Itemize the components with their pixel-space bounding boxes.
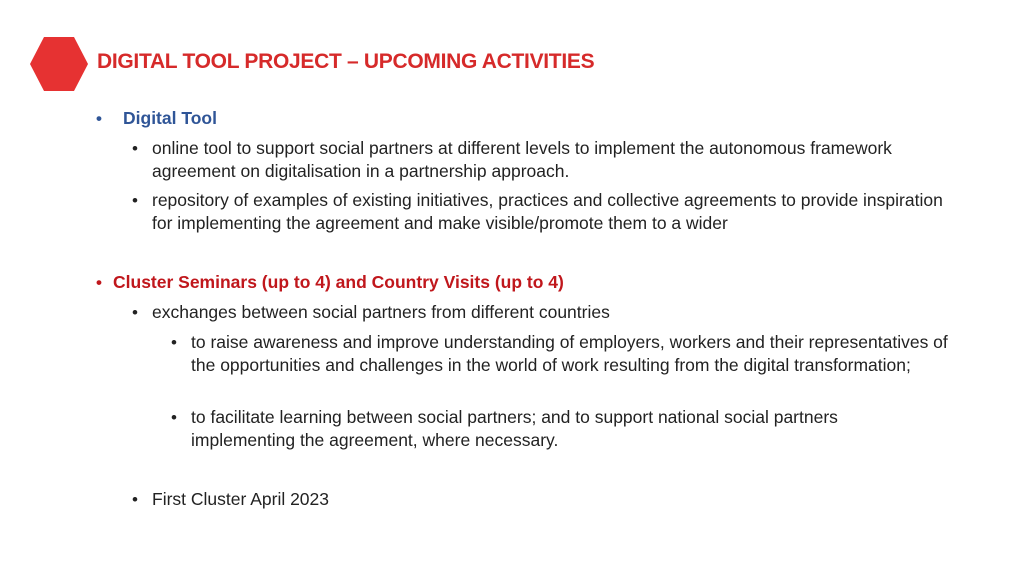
section-heading-cluster-seminars: Cluster Seminars (up to 4) and Country Visits (up to 4): [113, 272, 564, 292]
list-item-first-cluster: First Cluster April 2023: [152, 489, 330, 509]
list-bullet: •: [132, 303, 138, 322]
sublist-bullet: •: [171, 333, 177, 352]
list-bullet: •: [132, 490, 138, 509]
list-bullet: •: [132, 191, 138, 210]
sublist-item: to facilitate learning between social partners; and to support national social partners implementing the agreement, where necessary.: [191, 407, 838, 450]
list-bullet: •: [132, 139, 138, 158]
section-bullet: •: [96, 109, 102, 128]
list-item: repository of examples of existing initiatives, practices and collective agreements to provide inspiration for implementing the agreement and make visible/promote them to a wider: [152, 190, 943, 233]
list-item: exchanges between social partners from different countries: [152, 302, 610, 322]
list-item: online tool to support social partners at different levels to implement the autonomous framework agreement on digitalisation in a partnership approach.: [152, 138, 892, 181]
section-bullet: •: [96, 273, 102, 292]
page-title: DIGITAL TOOL PROJECT – UPCOMING ACTIVITIES: [97, 50, 595, 73]
sublist-item: to raise awareness and improve understanding of employers, workers and their representatives of the opportunities and challenges in the world of work resulting from the digital transformation;: [191, 332, 948, 375]
sublist-bullet: •: [171, 408, 177, 427]
section-heading-digital-tool: Digital Tool: [123, 108, 217, 128]
